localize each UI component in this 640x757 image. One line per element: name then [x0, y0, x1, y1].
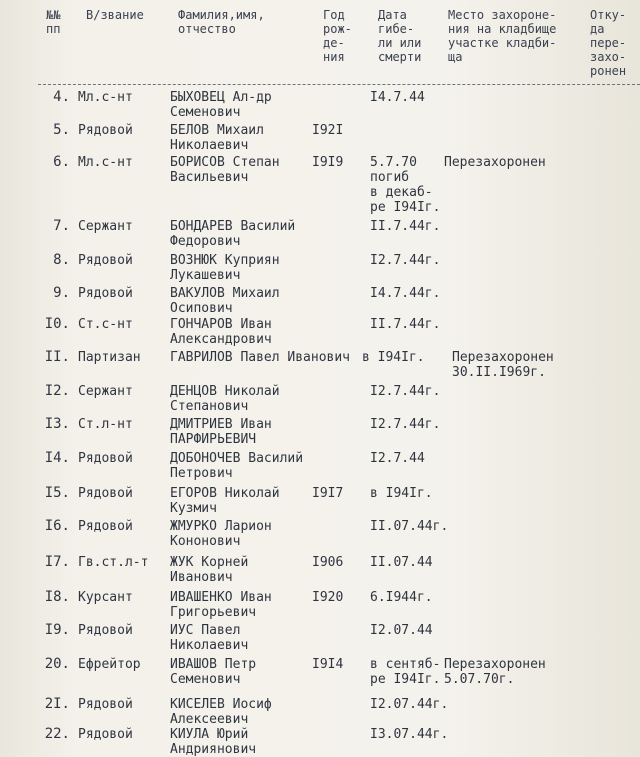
row-rank: Рядовой	[78, 486, 133, 501]
row-death-date: I4.7.44	[370, 90, 425, 105]
row-number: I5.	[44, 485, 70, 501]
row-full-name: ВОЗНЮК Куприян Лукашевич	[170, 253, 280, 283]
row-number: 4.	[53, 89, 70, 105]
row-death-date: I2.07.44г.	[370, 697, 449, 712]
row-rank: Рядовой	[78, 697, 133, 712]
row-full-name: КИУЛА Юрий Андриянович	[170, 727, 257, 757]
row-rank: Ефрейтор	[78, 657, 141, 672]
row-number: I2.	[44, 383, 70, 399]
row-rank: Рядовой	[78, 123, 133, 138]
row-death-date: I2.7.44г.	[370, 384, 441, 399]
row-death-date: II.7.44г.	[370, 317, 441, 332]
row-full-name: ГОНЧАРОВ Иван Александрович	[170, 317, 272, 347]
row-full-name: ЖУК Корней Иванович	[170, 555, 249, 585]
row-full-name: ИУС Павел Николаевич	[170, 623, 249, 653]
row-death-date: II.07.44г.	[370, 519, 449, 534]
row-full-name: ЖМУРКО Ларион Кононович	[170, 519, 272, 549]
row-birth-year: I92I	[312, 123, 344, 138]
row-rank: Курсант	[78, 590, 133, 605]
row-rank: Ст.с-нт	[78, 317, 133, 332]
row-death-date: II.07.44	[370, 555, 433, 570]
row-rank: Сержант	[78, 219, 133, 234]
row-number: I3.	[44, 416, 70, 432]
row-rank: Гв.ст.л-т	[78, 555, 149, 570]
row-rank: Рядовой	[78, 286, 133, 301]
row-death-date: II.7.44г.	[370, 219, 441, 234]
row-death-date: I2.7.44	[370, 451, 425, 466]
row-rank: Сержант	[78, 384, 133, 399]
row-birth-year: I9I9	[312, 155, 344, 170]
row-number: I4.	[44, 450, 70, 466]
row-rank: Мл.с-нт	[78, 90, 133, 105]
row-number: 2I.	[44, 696, 70, 712]
header-rank: В/звание	[86, 8, 144, 22]
row-full-name: ДОБОНОЧЕВ Василий Петрович	[170, 451, 304, 481]
row-rank: Рядовой	[78, 727, 133, 742]
header-name: Фамилия,имя, отчество	[178, 8, 265, 36]
row-birth-year: I9I7	[312, 486, 344, 501]
row-death-date: в I94Iг.	[370, 486, 433, 501]
row-death-date: I4.7.44г.	[370, 286, 441, 301]
row-rank: Рядовой	[78, 623, 133, 638]
row-death-date: I2.7.44г.	[370, 253, 441, 268]
header-divider	[38, 84, 640, 85]
row-death-date: I2.7.44г.	[370, 417, 441, 432]
row-birth-year: I906	[312, 555, 344, 570]
row-death-date: I3.07.44г.	[370, 727, 449, 742]
header-burial-place: Место захороне- ния на кладбище участке кладби- ща	[448, 8, 557, 64]
row-number: I7.	[44, 554, 70, 570]
row-rank: Мл.с-нт	[78, 155, 133, 170]
row-full-name: БОРИСОВ Степан Васильевич	[170, 155, 280, 185]
row-reburial-note: Перезахоронен 5.07.70г.	[444, 657, 546, 687]
header-reburied-from: Отку- да пере- захо- ронен	[590, 8, 627, 78]
row-number: 9.	[53, 285, 70, 301]
header-year: Год рож- де- ния	[323, 8, 352, 64]
row-rank: Ст.л-нт	[78, 417, 133, 432]
row-number: I0.	[44, 316, 70, 332]
row-number: 20.	[44, 656, 70, 672]
row-rank: Рядовой	[78, 519, 133, 534]
row-full-name: БЫХОВЕЦ Ал-др Семенович	[170, 90, 272, 120]
row-death-date: в сентяб- ре I94Iг.	[370, 657, 441, 687]
row-full-name: ДМИТРИЕВ Иван ПАРФИРЬЕВИЧ	[170, 417, 272, 447]
row-number: 8.	[53, 252, 70, 268]
row-full-name: ДЕНЦОВ Николай Степанович	[170, 384, 280, 414]
row-number: 6.	[53, 154, 70, 170]
row-rank: Рядовой	[78, 253, 133, 268]
row-full-name: ИВАШЕНКО Иван Григорьевич	[170, 590, 272, 620]
row-rank: Партизан	[78, 350, 141, 365]
row-birth-year: I9I4	[312, 657, 344, 672]
row-full-name: БОНДАРЕВ Василий Федорович	[170, 219, 296, 249]
row-full-name: БЕЛОВ Михаил Николаевич	[170, 123, 264, 153]
header-death-date: Дата гибе- ли или смерти	[378, 8, 422, 64]
row-death-date: I2.07.44	[370, 623, 433, 638]
row-rank: Рядовой	[78, 451, 133, 466]
row-number: 5.	[53, 122, 70, 138]
row-death-date: 5.7.70 погиб в декаб- ре I94Iг.	[370, 155, 441, 215]
row-full-name: ЕГОРОВ Николай Кузмич	[170, 486, 280, 516]
row-full-name: ГАВРИЛОВ Павел Иванович	[170, 350, 351, 365]
row-number: 22.	[44, 726, 70, 742]
row-reburial-note: Перезахоронен	[444, 155, 546, 170]
row-full-name: КИСЕЛЕВ Иосиф Алексеевич	[170, 697, 272, 727]
row-birth-year: I920	[312, 590, 344, 605]
row-full-name: ИВАШОВ Петр Семенович	[170, 657, 257, 687]
row-reburial-note: Перезахоронен 30.II.I969г.	[452, 350, 554, 380]
row-number: 7.	[53, 218, 70, 234]
row-number: I8.	[44, 589, 70, 605]
row-death-date: в I94Iг.	[362, 350, 425, 365]
row-number: I6.	[44, 518, 70, 534]
row-number: I9.	[44, 622, 70, 638]
row-death-date: 6.I944г.	[370, 590, 433, 605]
header-num: №№ пп	[46, 8, 61, 36]
row-number: II.	[44, 349, 70, 365]
row-full-name: ВАКУЛОВ Михаил Осипович	[170, 286, 280, 316]
